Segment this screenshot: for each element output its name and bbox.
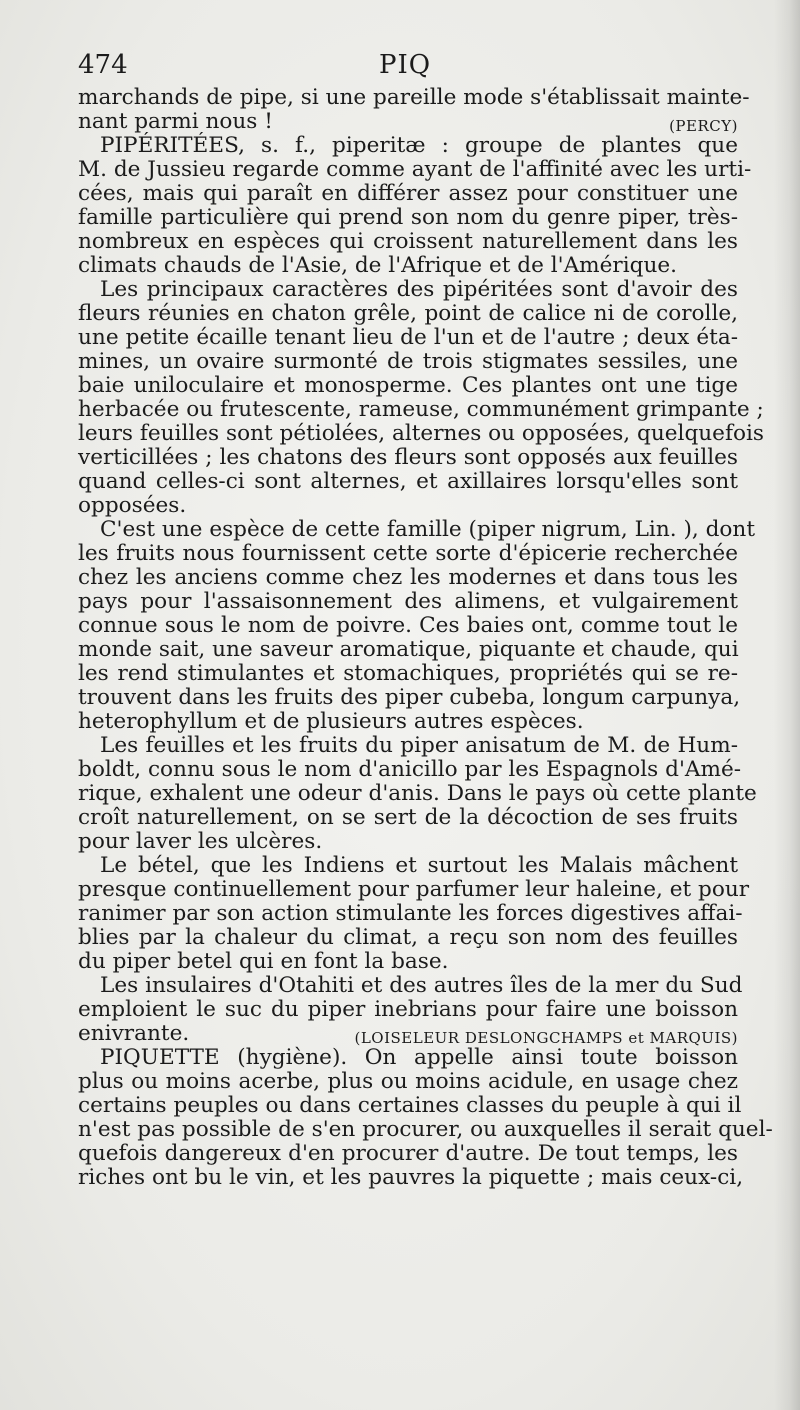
text-line: verticillées ; les chatons des fleurs sont opposés aux feuilles [78,445,738,470]
text-line: monde sait, une saveur aromatique, piquante et chaude, qui [78,637,739,662]
entry-heading-line: PIQUETTE (hygiène). On appelle ainsi toute boisson [100,1045,738,1070]
text-line: opposées. [78,493,187,518]
text-line: fleurs réunies en chaton grêle, point de calice ni de corolle, [78,301,738,326]
text-line: connue sous le nom de poivre. Ces baies ont, comme tout le [78,613,738,638]
text-line: chez les anciens comme chez les modernes et dans tous les [78,565,738,590]
running-head: PIQ [378,50,432,80]
page-shading [774,0,800,1410]
text-line: climats chauds de l'Asie, de l'Afrique et de l'Amérique. [78,253,678,278]
text-line: trouvent dans les fruits des piper cubeba, longum carpunya, [78,685,741,710]
text-line: ranimer par son action stimulante les forces digestives affai- [78,901,743,926]
page-body [78,85,773,1190]
text-line: quefois dangereux d'en procurer d'autre. De tout temps, les [78,1141,738,1166]
text-line: C'est une espèce de cette famille (piper nigrum, Lin. ), dont [100,517,756,542]
text-line: Les feuilles et les fruits du piper anisatum de M. de Hum- [100,733,738,758]
text-line: Le bétel, que les Indiens et surtout les Malais mâchent [100,853,738,878]
text-line: heterophyllum et de plusieurs autres espèces. [78,709,584,734]
entry-heading-line: PIPÉRITÉES, s. f., piperitæ : groupe de plantes que [100,133,738,158]
author-attribution: (PERCY) [669,117,738,135]
text-line: pour laver les ulcères. [78,829,323,854]
text-line: quand celles-ci sont alternes, et axillaires lorsqu'elles sont [78,469,738,494]
text-line: n'est pas possible de s'en procurer, ou auxquelles il serait quel- [78,1117,773,1142]
text-line: mines, un ovaire surmonté de trois stigmates sessiles, une [78,349,738,374]
text-line: marchands de pipe, si une pareille mode s'établissait mainte- [78,85,750,110]
text-line: une petite écaille tenant lieu de l'un et de l'autre ; deux éta- [78,325,738,350]
text-line [78,1022,738,1046]
text-line: herbacée ou frutescente, rameuse, communément grimpante ; [78,397,764,422]
text-line: riches ont bu le vin, et les pauvres la piquette ; mais ceux-ci, [78,1165,744,1190]
text-line: les rend stimulantes et stomachiques, propriétés qui se re- [78,661,738,686]
text-line: leurs feuilles sont pétiolées, alternes ou opposées, quelquefois [78,421,764,446]
text-line: pays pour l'assaisonnement des alimens, et vulgairement [78,589,738,614]
author-attribution: (LOISELEUR DESLONGCHAMPS et MARQUIS) [354,1029,738,1047]
text-line [78,110,738,134]
page-number: 474 [78,50,128,80]
text-line: plus ou moins acerbe, plus ou moins acidule, en usage chez [78,1069,738,1094]
text-line: presque continuellement pour parfumer leur haleine, et pour [78,877,750,902]
text-line: M. de Jussieu regarde comme ayant de l'affinité avec les urti- [78,157,752,182]
text-line: famille particulière qui prend son nom du genre piper, très- [78,205,738,230]
text-line: Les insulaires d'Otahiti et des autres îles de la mer du Sud [100,973,743,998]
text-span: enivrante. [78,1021,190,1046]
text-span: nant parmi nous ! [78,109,273,134]
text-line: nombreux en espèces qui croissent naturellement dans les [78,229,738,254]
page-header [78,48,732,84]
text-line: emploient le suc du piper inebrians pour faire une boisson [78,997,738,1022]
text-line: les fruits nous fournissent cette sorte d'épicerie recherchée [78,541,738,566]
text-line: rique, exhalent une odeur d'anis. Dans le pays où cette plante [78,781,757,806]
text-line: Les principaux caractères des pipéritées sont d'avoir des [100,277,738,302]
text-line: croît naturellement, on se sert de la décoction de ses fruits [78,805,738,830]
text-line: boldt, connu sous le nom d'anicillo par les Espagnols d'Amé- [78,757,742,782]
text-line: certains peuples ou dans certaines classes du peuple à qui il [78,1093,742,1118]
text-line: cées, mais qui paraît en différer assez pour constituer une [78,181,738,206]
text-line: baie uniloculaire et monosperme. Ces plantes ont une tige [78,373,738,398]
text-line: du piper betel qui en font la base. [78,949,449,974]
text-line: blies par la chaleur du climat, a reçu son nom des feuilles [78,925,738,950]
